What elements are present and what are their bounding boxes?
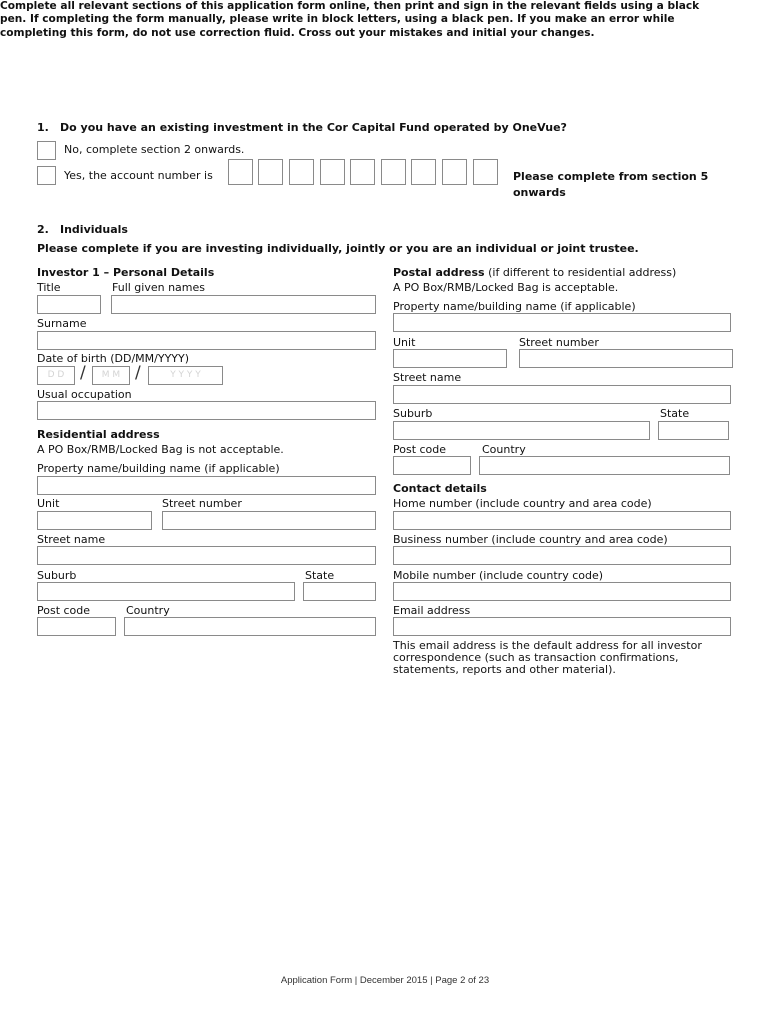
mobile-number-input[interactable] bbox=[393, 582, 731, 601]
surname-label: Surname bbox=[37, 317, 87, 330]
account-number-digit-3[interactable] bbox=[289, 159, 314, 185]
residential-country-input[interactable] bbox=[124, 617, 376, 636]
home-number-label: Home number (include country and area code) bbox=[393, 497, 652, 510]
no-existing-investment-checkbox[interactable] bbox=[37, 141, 56, 160]
dob-month-input[interactable]: M M bbox=[92, 366, 130, 385]
residential-country-label: Country bbox=[126, 604, 170, 617]
postal-street-number-input[interactable] bbox=[519, 349, 733, 368]
page-footer: Application Form | December 2015 | Page 2 of 23 bbox=[280, 975, 490, 986]
yes-note: Please complete from section 5 onwards bbox=[513, 170, 709, 199]
title-label: Title bbox=[37, 281, 61, 294]
postal-unit-label: Unit bbox=[393, 336, 416, 349]
title-input[interactable] bbox=[37, 295, 101, 314]
given-names-input[interactable] bbox=[111, 295, 376, 314]
dob-separator: / bbox=[135, 363, 141, 383]
account-number-digit-2[interactable] bbox=[258, 159, 283, 185]
account-number-digit-9[interactable] bbox=[473, 159, 498, 185]
residential-state-label: State bbox=[305, 569, 335, 582]
residential-property-label: Property name/building name (if applicable) bbox=[37, 462, 280, 475]
residential-suburb-label: Suburb bbox=[37, 569, 77, 582]
dob-day-input[interactable]: D D bbox=[37, 366, 75, 385]
business-number-input[interactable] bbox=[393, 546, 731, 565]
postal-suburb-label: Suburb bbox=[393, 407, 433, 420]
account-number-digit-4[interactable] bbox=[320, 159, 345, 185]
postal-street-name-label: Street name bbox=[393, 371, 462, 384]
dob-year-input[interactable]: Y Y Y Y bbox=[148, 366, 223, 385]
section-1-number: 1. bbox=[37, 121, 49, 134]
residential-street-name-input[interactable] bbox=[37, 546, 376, 565]
account-number-digit-6[interactable] bbox=[381, 159, 406, 185]
dob-label: Date of birth (DD/MM/YYYY) bbox=[37, 352, 190, 365]
email-note: This email address is the default address for all investor correspondence (such as transaction confirmations, statements, reports and other material). bbox=[393, 639, 702, 676]
residential-address-heading: Residential address bbox=[37, 428, 160, 441]
postal-country-input[interactable] bbox=[479, 456, 730, 475]
account-number-digit-7[interactable] bbox=[411, 159, 436, 185]
business-number-label: Business number (include country and area code) bbox=[393, 533, 668, 546]
email-input[interactable] bbox=[393, 617, 731, 636]
section-2-title: Individuals bbox=[60, 223, 128, 236]
occupation-input[interactable] bbox=[37, 401, 376, 420]
given-names-label: Full given names bbox=[112, 281, 206, 294]
postal-note: A PO Box/RMB/Locked Bag is acceptable. bbox=[393, 281, 619, 294]
residential-suburb-input[interactable] bbox=[37, 582, 295, 601]
account-number-digit-5[interactable] bbox=[350, 159, 375, 185]
postal-street-name-input[interactable] bbox=[393, 385, 731, 404]
section-2-number: 2. bbox=[37, 223, 49, 236]
surname-input[interactable] bbox=[37, 331, 376, 350]
postal-property-label: Property name/building name (if applicable) bbox=[393, 300, 636, 313]
mobile-number-label: Mobile number (include country code) bbox=[393, 569, 604, 582]
contact-details-heading: Contact details bbox=[393, 482, 487, 495]
investor-1-heading: Investor 1 – Personal Details bbox=[37, 266, 215, 279]
account-number-digit-8[interactable] bbox=[442, 159, 467, 185]
occupation-label: Usual occupation bbox=[37, 388, 132, 401]
residential-street-number-input[interactable] bbox=[162, 511, 376, 530]
postal-address-heading: Postal address (if different to residential address) bbox=[393, 266, 677, 279]
residential-property-input[interactable] bbox=[37, 476, 376, 495]
residential-unit-input[interactable] bbox=[37, 511, 152, 530]
residential-postcode-input[interactable] bbox=[37, 617, 116, 636]
postal-state-label: State bbox=[660, 407, 690, 420]
postal-state-input[interactable] bbox=[658, 421, 729, 440]
dob-separator: / bbox=[80, 363, 86, 383]
residential-postcode-label: Post code bbox=[37, 604, 91, 617]
home-number-input[interactable] bbox=[393, 511, 731, 530]
residential-state-input[interactable] bbox=[303, 582, 376, 601]
option-no-label: No, complete section 2 onwards. bbox=[64, 143, 245, 156]
postal-street-number-label: Street number bbox=[519, 336, 599, 349]
residential-street-name-label: Street name bbox=[37, 533, 106, 546]
postal-suburb-input[interactable] bbox=[393, 421, 650, 440]
email-label: Email address bbox=[393, 604, 471, 617]
option-yes-label: Yes, the account number is bbox=[64, 169, 213, 182]
residential-unit-label: Unit bbox=[37, 497, 60, 510]
section-1-question: Do you have an existing investment in the Cor Capital Fund operated by OneVue? bbox=[60, 121, 567, 134]
section-2-subtitle: Please complete if you are investing individually, jointly or you are an individual or joint trustee. bbox=[37, 242, 639, 255]
residential-note: A PO Box/RMB/Locked Bag is not acceptable. bbox=[37, 443, 284, 456]
postal-unit-input[interactable] bbox=[393, 349, 507, 368]
form-instructions: Complete all relevant sections of this application form online, then print and sign in the relevant fields using a black pen. If completing the form manually, please write in block letters, using a black pen. If you make an error while completing this form, do not use correction fluid. Cross out your mistakes and initial your changes. bbox=[0, 0, 700, 39]
postal-property-input[interactable] bbox=[393, 313, 731, 332]
postal-postcode-label: Post code bbox=[393, 443, 447, 456]
postal-country-label: Country bbox=[482, 443, 526, 456]
yes-existing-investment-checkbox[interactable] bbox=[37, 166, 56, 185]
residential-street-number-label: Street number bbox=[162, 497, 242, 510]
postal-postcode-input[interactable] bbox=[393, 456, 471, 475]
account-number-digit-1[interactable] bbox=[228, 159, 253, 185]
